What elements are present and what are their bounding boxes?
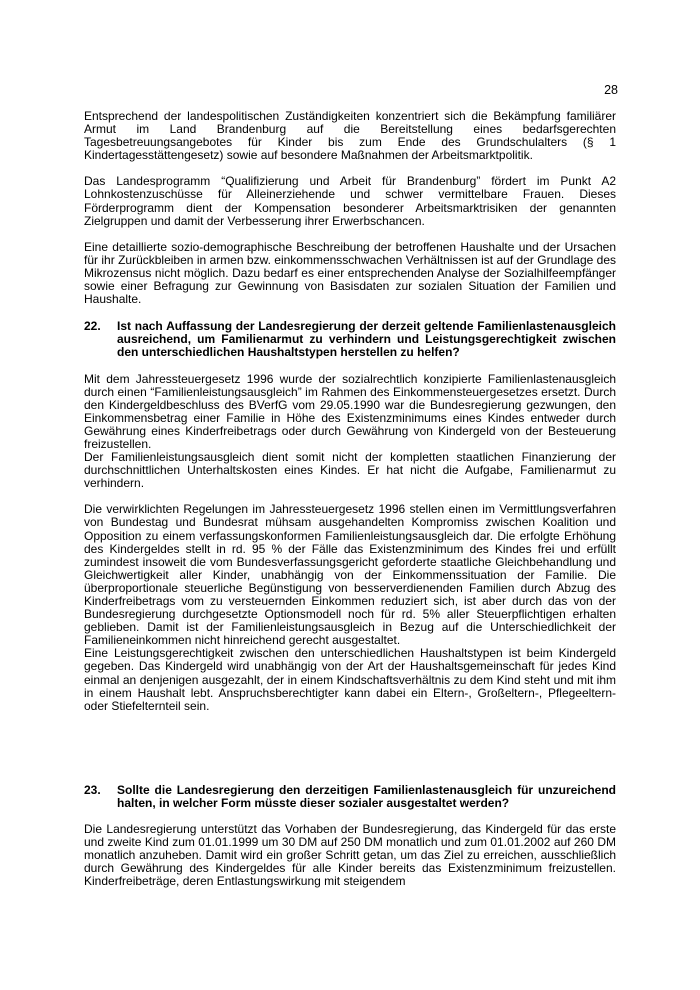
- question-23: [84, 784, 616, 810]
- intro-paragraph: Entsprechend der landespolitischen Zuständigkeiten konzentriert sich die Bekämpfung familiärer Armut im Land Brandenburg auf die Bereitstellung eines bedarfsgerechten Tagesbetreuungsangebotes für Kinder bis zum Ende des Grundschulalters (§ 1 Kindertagesstättengesetz) sowie auf besondere Maßnahmen der Arbeitsmarktpolitik.: [84, 109, 616, 163]
- intro-paragraph: Das Landesprogramm “Qualifizierung und Arbeit für Brandenburg” fördert im Punkt A2 Lohnkostenzuschüsse für Alleinerziehende und schwer vermittelbare Frauen. Dieses Förderprogramm dient der Kompensation besonderer Arbeitsmarktrisiken der genannten Zielgruppen und damit der Verbesserung ihrer Erwerbschancen.: [84, 174, 616, 228]
- answer-paragraph: Mit dem Jahressteuergesetz 1996 wurde der sozialrechtlich konzipierte Familienlastenausgleich durch einen “Familienleistungsausgleich” im Rahmen des Einkommensteuergesetzes ersetzt. Durch den Kindergeldbeschluss des BVerfG vom 29.05.1990 war die Bundesregierung gezwungen, den Einkommensbetrag einer Familie in Höhe des Existenzminimums eines Kindes entweder durch Gewährung eines Kinderfreibetrags oder durch Gewährung von Kindergeld von der Besteuerung freizustellen.: [84, 371, 616, 451]
- question-22: [84, 320, 616, 359]
- question-text: Sollte die Landesregierung den derzeitigen Familienlastenausgleich für unzureichend halten, in welcher Form müsste dieser sozialer ausgestaltet werden?: [117, 782, 616, 810]
- answer-paragraph: Die Landesregierung unterstützt das Vorhaben der Bundesregierung, das Kindergeld für das erste und zweite Kind zum 01.01.1999 um 30 DM auf 250 DM monatlich und zum 01.01.2002 auf 260 DM monatlich anzuheben. Damit wird ein großer Schritt getan, um das Ziel zu erreichen, ausschließlich durch Gewährung des Kindergeldes für alle Kinder bereits das Existenzminimum freizustellen. Kinderfreibeträge, deren Entlastungswirkung mit steigendem: [84, 822, 616, 889]
- question-text: Ist nach Auffassung der Landesregierung der derzeit geltende Familienlastenausgleich ausreichend, um Familienarmut zu verhindern und Leistungsgerechtigkeit zwischen den unterschiedlichen Haushaltstypen herstellen zu helfen?: [117, 319, 616, 360]
- section-gap: [84, 726, 616, 770]
- answer-paragraph: Die verwirklichten Regelungen im Jahressteuergesetz 1996 stellen einen im Vermittlungsverfahren von Bundestag und Bundesrat mühsam ausgehandelten Kompromiss zwischen Koalition und Opposition zu einem verfassungskonformen Familienleistungsausgleich dar. Die erfolgte Erhöhung des Kindergeldes stellt in rd. 95 % der Fälle das Existenzminimum des Kindes frei und erfüllt zumindest insoweit die vom Bundesverfassungsgericht geforderte staatliche Gleichbehandlung und Gleichwertigkeit aller Kinder, unabhängig von der Einkommenssituation der Familie. Die überproportionale steuerliche Begünstigung von besserverdienenden Familien durch Abzug des Kinderfreibetrags vom zu versteuernden Einkommen reduziert sich, ist aber durch das von der Bundesregierung durchgesetzte Optionsmodell noch für rd. 5% aller Steuerpflichtigen erhalten geblieben. Damit ist der Familienleistungsausgleich in Bezug auf die Unterschiedlichkeit der Familieneinkommen nicht hinreichend gerecht ausgestaltet.: [84, 502, 616, 648]
- page-number: 28: [604, 83, 618, 97]
- answer-paragraph: Der Familienleistungsausgleich dient somit nicht der kompletten staatlichen Finanzierung der durchschnittlichen Unterhaltskosten eines Kindes. Er hat nicht die Aufgabe, Familienarmut zu verhindern.: [84, 450, 616, 491]
- question-number: 22.: [84, 319, 101, 334]
- document-body: [84, 110, 616, 889]
- intro-paragraph: Eine detaillierte sozio-demographische Beschreibung der betroffenen Haushalte und der Ursachen für ihr Zurückbleiben in armen bzw. einkommensschwachen Verhältnissen ist auf der Grundlage des Mikrozensus nicht möglich. Dazu bedarf es einer entsprechenden Analyse der Sozialhilfeempfänger sowie einer Befragung zur Gewinnung von Basisdaten zur sozialen Situation der Familien und Haushalte.: [84, 239, 616, 307]
- question-number: 23.: [84, 782, 101, 797]
- answer-paragraph: Eine Leistungsgerechtigkeit zwischen den unterschiedlichen Haushaltstypen ist beim Kindergeld gegeben. Das Kindergeld wird unabhängig von der Art der Haushaltsgemeinschaft für jedes Kind einmal an denjenigen ausgezahlt, der in einem Kindschaftsverhältnis zu dem Kind steht und mit ihm in einem Haushalt lebt. Anspruchsberechtigter kann dabei ein Eltern-, Großeltern-, Pflegeeltern- oder Stiefelternteil sein.: [84, 646, 616, 713]
